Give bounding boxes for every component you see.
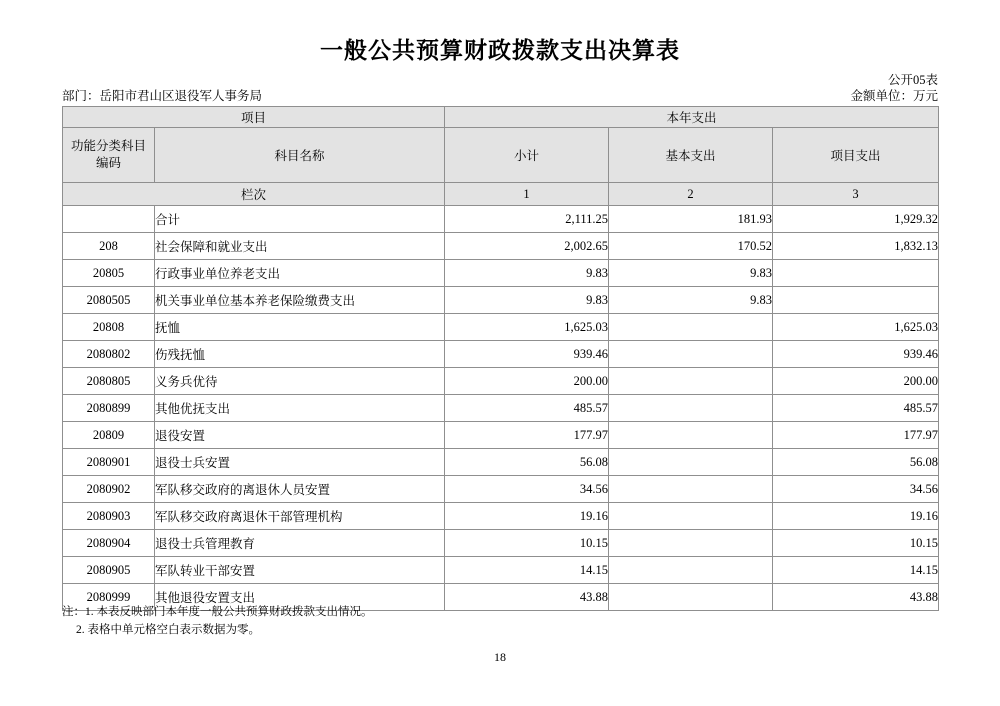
cell-basic	[609, 557, 773, 584]
header-group-current-year: 本年支出	[445, 107, 939, 128]
table-row	[63, 476, 939, 503]
cell-code: 20808	[63, 314, 155, 341]
cell-basic	[609, 530, 773, 557]
cell-subtotal: 2,002.65	[445, 233, 609, 260]
table-row	[63, 287, 939, 314]
table-row	[63, 368, 939, 395]
column-number-3: 3	[773, 183, 939, 206]
cell-basic: 170.52	[609, 233, 773, 260]
cell-code: 2080805	[63, 368, 155, 395]
cell-name: 其他退役安置支出	[155, 584, 445, 611]
cell-code: 2080904	[63, 530, 155, 557]
cell-name: 行政事业单位养老支出	[155, 260, 445, 287]
cell-project: 14.15	[773, 557, 939, 584]
cell-subtotal: 177.97	[445, 422, 609, 449]
cell-code: 208	[63, 233, 155, 260]
table-row	[63, 260, 939, 287]
table-row	[63, 206, 939, 233]
cell-project: 56.08	[773, 449, 939, 476]
column-row-label: 栏次	[63, 183, 445, 206]
cell-name: 军队移交政府离退休干部管理机构	[155, 503, 445, 530]
table-row	[63, 503, 939, 530]
cell-subtotal: 43.88	[445, 584, 609, 611]
header-col-code-line1: 功能分类科目	[70, 139, 146, 154]
cell-code: 2080901	[63, 449, 155, 476]
cell-name: 社会保障和就业支出	[155, 233, 445, 260]
table-header	[63, 107, 939, 206]
cell-basic	[609, 503, 773, 530]
cell-project: 43.88	[773, 584, 939, 611]
cell-code: 2080802	[63, 341, 155, 368]
cell-name: 义务兵优待	[155, 368, 445, 395]
header-col-code-line2: 编码	[95, 156, 121, 170]
header-col-basic: 基本支出	[609, 128, 773, 183]
cell-basic: 9.83	[609, 287, 773, 314]
page-title: 一般公共预算财政拨款支出决算表	[320, 38, 680, 63]
cell-name: 机关事业单位基本养老保险缴费支出	[155, 287, 445, 314]
cell-code: 20805	[63, 260, 155, 287]
cell-basic	[609, 449, 773, 476]
cell-project	[773, 287, 939, 314]
cell-project: 1,625.03	[773, 314, 939, 341]
header-group-project: 项目	[63, 107, 445, 128]
header-col-subtotal: 小计	[445, 128, 609, 183]
cell-project	[773, 260, 939, 287]
cell-name: 退役士兵安置	[155, 449, 445, 476]
cell-subtotal: 10.15	[445, 530, 609, 557]
table-row	[63, 449, 939, 476]
cell-name: 退役士兵管理教育	[155, 530, 445, 557]
cell-name: 退役安置	[155, 422, 445, 449]
table-row	[63, 422, 939, 449]
table-row	[63, 530, 939, 557]
cell-project: 1,832.13	[773, 233, 939, 260]
meta-row	[62, 86, 938, 104]
cell-code: 2080902	[63, 476, 155, 503]
cell-basic	[609, 368, 773, 395]
cell-subtotal: 939.46	[445, 341, 609, 368]
cell-subtotal: 14.15	[445, 557, 609, 584]
cell-basic	[609, 314, 773, 341]
cell-project: 177.97	[773, 422, 939, 449]
cell-name: 伤残抚恤	[155, 341, 445, 368]
page-number: 18	[494, 650, 506, 664]
header-col-code	[63, 128, 155, 183]
cell-basic	[609, 422, 773, 449]
cell-basic	[609, 341, 773, 368]
cell-code: 2080903	[63, 503, 155, 530]
cell-project: 485.57	[773, 395, 939, 422]
cell-code: 2080905	[63, 557, 155, 584]
table-notes	[62, 604, 373, 640]
budget-table	[62, 106, 939, 611]
header-col-name: 科目名称	[155, 128, 445, 183]
cell-subtotal: 1,625.03	[445, 314, 609, 341]
cell-subtotal: 56.08	[445, 449, 609, 476]
cell-subtotal: 485.57	[445, 395, 609, 422]
cell-basic	[609, 395, 773, 422]
department-label: 部门：岳阳市君山区退役军人事务局	[62, 89, 263, 103]
cell-name: 军队移交政府的离退休人员安置	[155, 476, 445, 503]
table-column-number-row	[63, 183, 939, 206]
table-header-group-row	[63, 107, 939, 128]
unit-label: 金额单位：万元	[850, 89, 938, 103]
column-number-1: 1	[445, 183, 609, 206]
table-row	[63, 314, 939, 341]
cell-name: 其他优抚支出	[155, 395, 445, 422]
table-row	[63, 341, 939, 368]
cell-subtotal: 200.00	[445, 368, 609, 395]
table-body	[63, 206, 939, 611]
cell-basic	[609, 584, 773, 611]
cell-code	[63, 206, 155, 233]
table-row	[63, 557, 939, 584]
cell-subtotal: 9.83	[445, 287, 609, 314]
form-code-label: 公开05表	[887, 73, 938, 87]
cell-code: 2080505	[63, 287, 155, 314]
cell-name: 军队转业干部安置	[155, 557, 445, 584]
cell-project: 1,929.32	[773, 206, 939, 233]
header-col-project: 项目支出	[773, 128, 939, 183]
cell-name: 合计	[155, 206, 445, 233]
cell-name: 抚恤	[155, 314, 445, 341]
cell-subtotal: 2,111.25	[445, 206, 609, 233]
cell-basic: 181.93	[609, 206, 773, 233]
cell-subtotal: 19.16	[445, 503, 609, 530]
cell-code: 2080899	[63, 395, 155, 422]
table-header-column-row	[63, 128, 939, 183]
table-row	[63, 233, 939, 260]
cell-code: 20809	[63, 422, 155, 449]
cell-code: 2080999	[63, 584, 155, 611]
note-line-1: 注：1. 本表反映部门本年度一般公共预算财政拨款支出情况。	[62, 606, 373, 618]
cell-basic	[609, 476, 773, 503]
cell-project: 34.56	[773, 476, 939, 503]
cell-subtotal: 9.83	[445, 260, 609, 287]
table-row	[63, 395, 939, 422]
cell-basic: 9.83	[609, 260, 773, 287]
note-line-2: 2. 表格中单元格空白表示数据为零。	[76, 623, 260, 636]
column-number-2: 2	[609, 183, 773, 206]
cell-project: 10.15	[773, 530, 939, 557]
cell-project: 19.16	[773, 503, 939, 530]
cell-project: 939.46	[773, 341, 939, 368]
cell-project: 200.00	[773, 368, 939, 395]
cell-subtotal: 34.56	[445, 476, 609, 503]
